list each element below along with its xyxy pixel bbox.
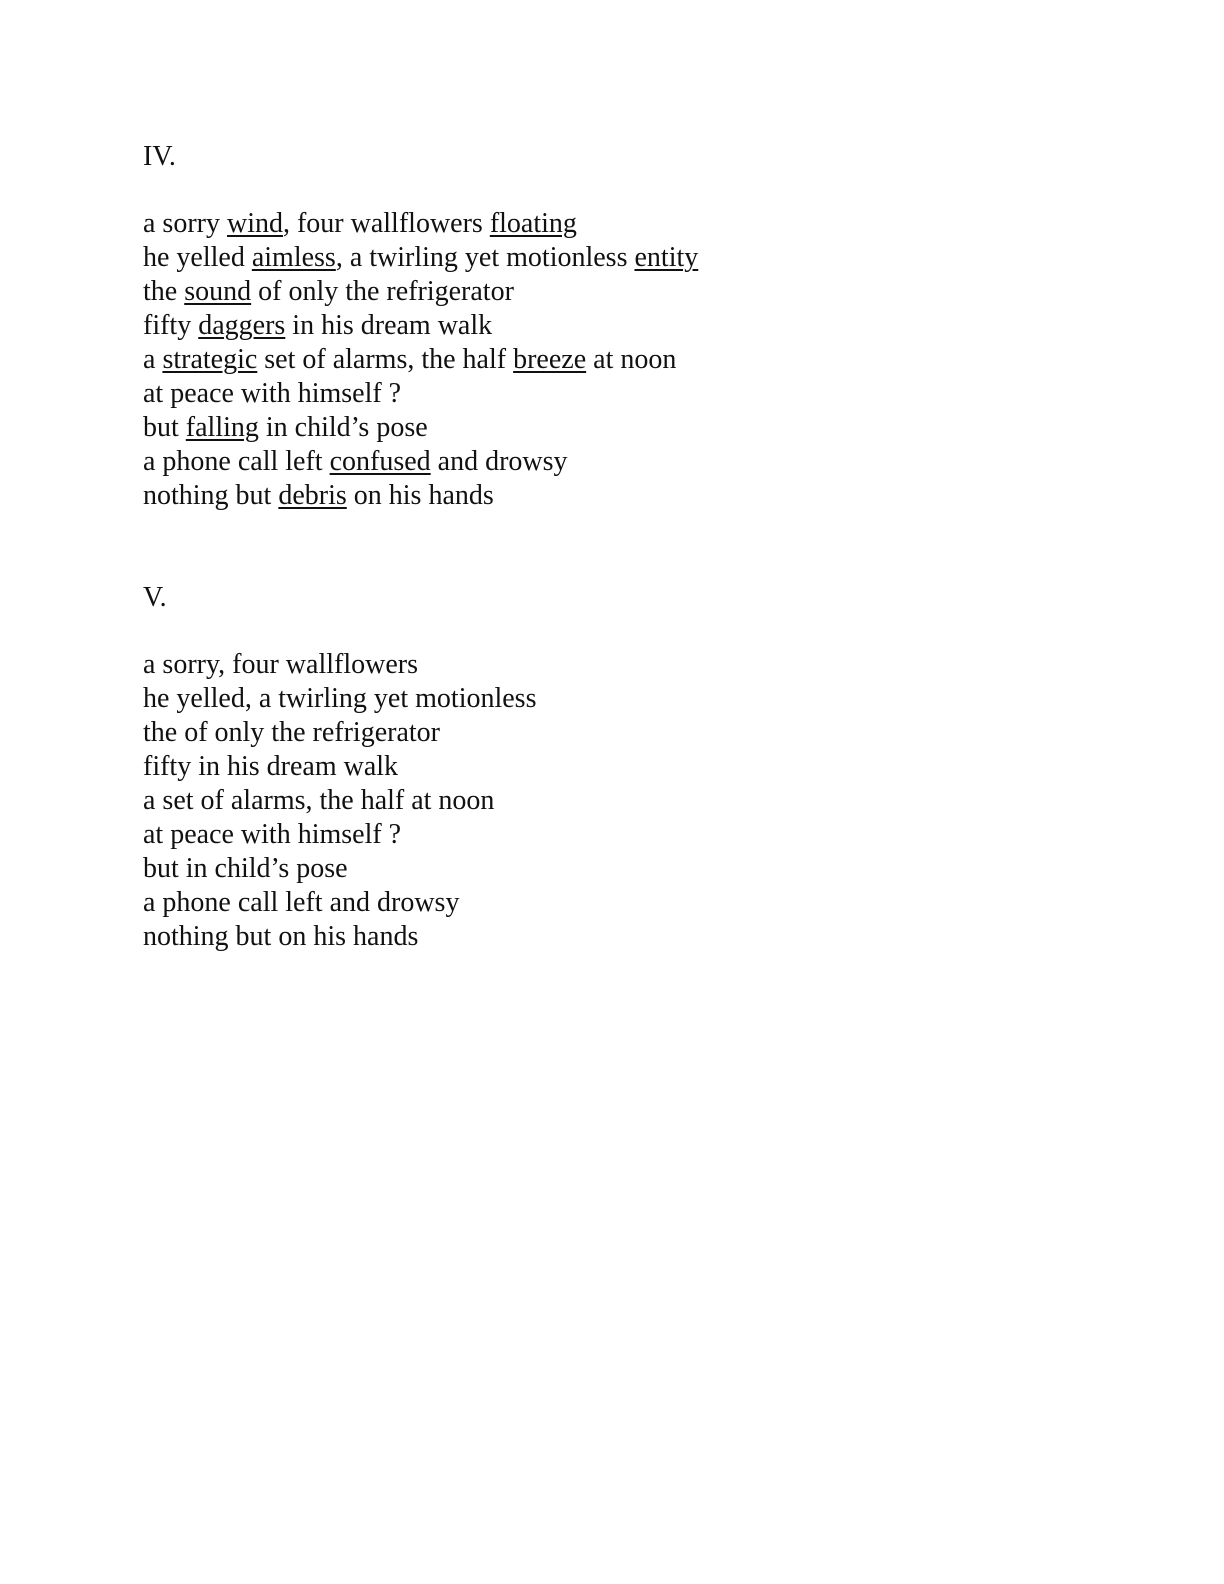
section-numeral-v: V. [143,582,167,613]
line-text: a phone call left and drowsy [143,887,460,918]
poem-line [143,716,536,750]
line-text: nothing but [143,480,279,511]
poem-line [143,241,698,275]
underlined-word: daggers [198,310,286,341]
line-text: the [143,276,185,307]
poem-line [143,411,698,445]
poem-line [143,445,698,479]
line-text: , a twirling yet motionless [335,242,635,273]
line-text: fifty in his dream walk [143,751,399,782]
poem-line [143,784,536,818]
line-text: nothing but on his hands [143,921,419,952]
poem-line [143,920,536,954]
line-text: at peace with himself ? [143,819,402,850]
line-text: on his hands [346,480,494,511]
poem-line [143,818,536,852]
line-text: set of alarms, the half [257,344,514,375]
poem-line [143,207,698,241]
underlined-word: falling [185,412,259,443]
underlined-word: strategic [162,344,258,375]
underlined-word: confused [329,446,431,477]
line-text: he yelled, a twirling yet motionless [143,683,537,714]
line-text: and drowsy [430,446,568,477]
poem-line [143,479,698,513]
poem-line [143,886,536,920]
poem-line [143,750,536,784]
underlined-word: aimless [251,242,336,273]
poem-line [143,377,698,411]
line-text: at noon [586,344,677,375]
line-text: he yelled [143,242,252,273]
poem-line [143,682,536,716]
line-text: a [143,344,163,375]
underlined-word: debris [278,480,347,511]
underlined-word: wind [226,208,283,239]
poem-line [143,275,698,309]
line-text: the of only the refrigerator [143,717,440,748]
underlined-word: breeze [513,344,587,375]
line-text: fifty [143,310,199,341]
underlined-word: sound [184,276,252,307]
line-text: in child’s pose [258,412,428,443]
line-text: at peace with himself ? [143,378,402,409]
line-text: a phone call left [143,446,330,477]
line-text: of only the refrigerator [251,276,514,307]
line-text: a sorry [143,208,227,239]
line-text: a set of alarms, the half at noon [143,785,495,816]
poem-line [143,648,536,682]
stanza-iv [143,207,698,513]
line-text: in his dream walk [285,310,493,341]
line-text: but in child’s pose [143,853,348,884]
underlined-word: entity [634,242,699,273]
line-text: a sorry, four wallflowers [143,649,418,680]
line-text: , four wallflowers [282,208,490,239]
stanza-v [143,648,536,954]
section-numeral-iv: IV. [143,141,176,172]
line-text: but [143,412,186,443]
underlined-word: floating [489,208,577,239]
poem-line [143,309,698,343]
poem-line [143,343,698,377]
poem-line [143,852,536,886]
